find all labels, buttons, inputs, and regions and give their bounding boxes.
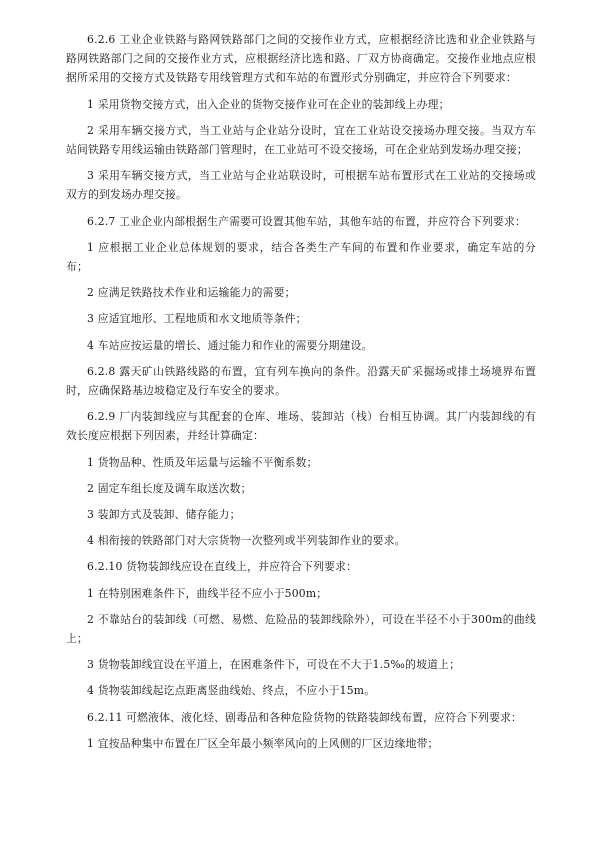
list-item: 1 采用货物交接方式，出入企业的货物交接作业可在企业的装卸线上办理； <box>87 97 450 111</box>
list-item: 1 货物品种、性质及年运量与运输不平衡系数； <box>87 455 318 469</box>
list-item: 4 相衔接的铁路部门对大宗货物一次整列或半列装卸作业的要求。 <box>87 534 406 548</box>
list-item: 2 应满足铁路技术作业和运输能力的需要； <box>87 286 296 300</box>
clause-6-2-9: 6.2.9 厂内装卸线应与其配套的仓库、堆场、装卸站（栈）台相互协调。其厂内装卸线的有效长度应根据下列因素，并经计算确定： <box>66 410 536 443</box>
list-item: 1 宜按品种集中布置在厂区全年最小频率风向的上风侧的厂区边缘地带； <box>87 736 439 750</box>
clause-6-2-10: 6.2.10 货物装卸线应设在直线上，并应符合下列要求： <box>87 560 358 574</box>
list-item: 2 采用车辆交接方式，当工业站与企业站分设时，宜在工业站设交接场办理交接。当双方车站间铁路专用线运输由铁路部门管理时，在工业站可不设交接场，可在企业站到发场办理交接； <box>66 123 536 157</box>
clause-6-2-8: 6.2.8 露天矿山铁路线路的布置，宜有列车换向的条件。沿露天矿采掘场或排土场境界布置时，应确保路基边坡稳定及行车安全的要求。 <box>66 364 536 398</box>
list-item: 3 货物装卸线宜设在平道上，在困难条件下，可设在不大于1.5‰的坡道上； <box>87 658 461 672</box>
list-item: 4 车站应按运量的增长、通过能力和作业的需要分期建设。 <box>87 338 373 352</box>
list-item: 3 采用车辆交接方式，当工业站与企业站联设时，可根据车站布置形式在工业站的交接场或双方的到发场办理交接。 <box>66 169 536 202</box>
list-item: 3 应适宜地形、工程地质和水文地质等条件； <box>87 312 307 326</box>
clause-6-2-6: 6.2.6 工业企业铁路与路网铁路部门之间的交接作业方式，应根据经济比选和业企业铁路与路网铁路部门之间的交接作业方式，应根据经济比选和路、厂双方协商确定。交接作业地点应根据所采用的交接方式及铁路专用线管理方式和车站的布置形式分别确定，并应符合下列要求： <box>66 33 536 85</box>
list-item: 3 装卸方式及装卸、储存能力； <box>87 508 241 522</box>
list-item: 2 固定车组长度及调车取送次数； <box>87 481 252 495</box>
clause-6-2-7: 6.2.7 工业企业内部根据生产需要可设置其他车站，其他车站的布置，并应符合下列要求： <box>87 214 526 228</box>
list-item: 1 在特别困难条件下，曲线半径不应小于500m； <box>87 586 328 600</box>
clause-6-2-11: 6.2.11 可燃液体、液化烃、剧毒品和各种危险货物的铁路装卸线布置，应符合下列要求： <box>87 710 523 724</box>
list-item: 4 货物装卸线起讫点距离竖曲线始、终点，不应小于15m。 <box>87 684 376 698</box>
list-item: 1 应根据工业企业总体规划的要求，结合各类生产车间的布置和作业要求，确定车站的分布； <box>66 240 536 274</box>
list-item: 2 不靠站台的装卸线（可燃、易燃、危险品的装卸线除外），可设在半径不小于300m的曲线上； <box>66 612 536 646</box>
